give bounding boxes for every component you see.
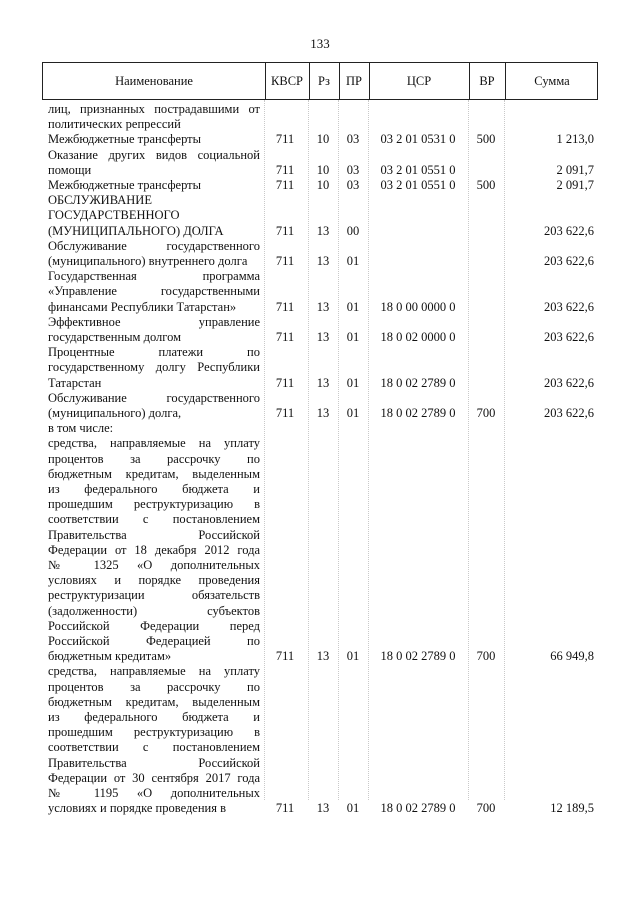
row-name-line: Межбюджетные трансферты: [48, 132, 202, 147]
row-name: [48, 193, 260, 239]
cell-sum: 1 213,0: [556, 132, 594, 147]
row-name-line: соответствии с постановлением: [48, 512, 260, 527]
row-name-line: Российской Федерацией по: [48, 634, 260, 649]
row-name-line: прошедшим реструктуризацию в: [48, 725, 260, 740]
row-name-line: бюджетным кредитам, выделенным: [48, 694, 260, 709]
row-name-line: ОБСЛУЖИВАНИЕ: [48, 193, 152, 208]
row-name-line: № 1325 «О дополнительных: [48, 558, 260, 573]
row-name-line: из федерального бюджета и: [48, 710, 260, 724]
row-name-line: (задолженности) субъектов: [48, 603, 260, 618]
cell-pr: 03: [346, 132, 360, 147]
cell-kvsr: 711: [275, 299, 295, 314]
row-name-line: Обслуживание государственного: [48, 390, 260, 405]
cell-csr: 18 0 02 2789 0: [380, 375, 456, 390]
cell-rz: 13: [316, 253, 330, 268]
cell-pr: 01: [346, 649, 360, 664]
row-name: [48, 148, 260, 178]
cell-csr: 18 0 02 2789 0: [380, 405, 456, 420]
row-name-line: Российской Федерации перед: [48, 618, 260, 633]
header-kvsr: КВСР: [271, 74, 303, 88]
row-name-line: Оказание других видов социальной: [48, 147, 260, 162]
row-name-line: ГОСУДАРСТВЕННОГО: [48, 208, 180, 223]
row-name-line: государственному долгу Республики: [48, 360, 260, 375]
row-name-line: Обслуживание государственного: [48, 238, 260, 253]
table-row: [0, 436, 640, 664]
table-row: [0, 239, 640, 269]
cell-sum: 203 622,6: [544, 253, 594, 268]
cell-csr: 03 2 01 0551 0: [380, 162, 456, 177]
table-header: [42, 62, 598, 100]
cell-vr: 700: [476, 405, 496, 420]
cell-kvsr: 711: [275, 405, 295, 420]
row-name: [48, 269, 260, 315]
row-name-line: (муниципального) внутреннего долга: [48, 254, 248, 268]
table-row: [0, 132, 640, 147]
row-name-line: средства, направляемые на уплату: [48, 436, 260, 451]
cell-kvsr: 711: [275, 162, 295, 177]
row-name-line: финансами Республики Татарстан»: [48, 299, 237, 314]
cell-pr: 03: [346, 178, 360, 192]
cell-kvsr: 711: [275, 329, 295, 344]
row-name-line: Процентные платежи по: [48, 345, 260, 360]
cell-rz: 13: [316, 375, 330, 390]
cell-rz: 10: [316, 132, 330, 147]
cell-sum: 66 949,8: [550, 649, 594, 664]
row-name-line: «Управление государственными: [48, 284, 260, 299]
cell-sum: 203 622,6: [544, 223, 594, 238]
header-pr: ПР: [346, 74, 362, 88]
cell-sum: 2 091,7: [556, 178, 594, 192]
cell-csr: 18 0 02 2789 0: [380, 649, 456, 664]
table-row: [0, 102, 640, 132]
table-row: [0, 193, 640, 239]
row-name: [48, 102, 260, 132]
row-name-line: соответствии с постановлением: [48, 740, 260, 755]
row-name-line: условиях и порядке проведения: [48, 573, 260, 588]
cell-pr: 01: [346, 299, 360, 314]
table-row: [0, 148, 640, 178]
cell-vr: 500: [476, 178, 496, 192]
row-name-line: государственным долгом: [48, 330, 182, 344]
row-name-line: Межбюджетные трансферты: [48, 178, 202, 192]
cell-sum: 203 622,6: [544, 375, 594, 390]
cell-csr: 03 2 01 0551 0: [380, 178, 456, 192]
table-row: [0, 664, 640, 816]
row-name-line: Федерации от 18 декабря 2012 года: [48, 542, 260, 557]
row-name-line: помощи: [48, 162, 92, 177]
table-row: [0, 345, 640, 391]
header-name: Наименование: [115, 74, 193, 88]
cell-rz: 13: [316, 329, 330, 344]
cell-kvsr: 711: [275, 649, 295, 664]
row-name-line: Татарстан: [48, 375, 102, 390]
cell-sum: 12 189,5: [550, 801, 594, 816]
cell-pr: 00: [346, 223, 360, 238]
cell-rz: 10: [316, 162, 330, 177]
cell-sum: 2 091,7: [556, 162, 594, 177]
cell-vr: 500: [476, 132, 496, 147]
row-name-line: реструктуризации обязательств: [48, 588, 260, 603]
row-name: [48, 345, 260, 391]
cell-sum: 203 622,6: [544, 329, 594, 344]
cell-pr: 01: [346, 375, 360, 390]
row-name: [48, 436, 260, 664]
row-name-line: Правительства Российской: [48, 527, 260, 542]
row-name-line: средства, направляемые на уплату: [48, 664, 260, 679]
cell-csr: 03 2 01 0531 0: [380, 132, 456, 147]
table-row: [0, 315, 640, 345]
row-name-line: условиях и порядке проведения в: [48, 801, 227, 816]
row-name-line: политических репрессий: [48, 117, 181, 132]
page-number: 133: [310, 36, 330, 51]
row-name: [48, 421, 260, 436]
cell-rz: 10: [316, 178, 330, 192]
cell-vr: 700: [476, 649, 496, 664]
cell-vr: 700: [476, 801, 496, 816]
row-name: [48, 132, 260, 147]
row-name-line: Федерации от 30 сентября 2017 года: [48, 770, 260, 785]
cell-kvsr: 711: [275, 132, 295, 147]
cell-pr: 01: [346, 329, 360, 344]
row-name-line: в том числе:: [48, 421, 114, 436]
header-csr: ЦСР: [406, 74, 432, 88]
row-name-line: (муниципального) долга,: [48, 406, 182, 420]
cell-sum: 203 622,6: [544, 299, 594, 314]
cell-csr: 18 0 02 0000 0: [380, 329, 456, 344]
row-name-line: Правительства Российской: [48, 755, 260, 770]
header-vr: ВР: [479, 74, 495, 88]
table-row: [0, 421, 640, 436]
row-name-line: лиц, признанных пострадавшими от: [48, 102, 260, 116]
row-name-line: прошедшим реструктуризацию в: [48, 497, 260, 512]
cell-kvsr: 711: [275, 223, 295, 238]
table-row: [0, 269, 640, 315]
row-name: [48, 239, 260, 269]
row-name-line: (МУНИЦИПАЛЬНОГО) ДОЛГА: [48, 223, 224, 238]
row-name-line: процентов за рассрочку по: [48, 451, 260, 466]
row-name: [48, 315, 260, 345]
cell-pr: 03: [346, 162, 360, 177]
row-name-line: Государственная программа: [48, 269, 260, 284]
cell-kvsr: 711: [275, 801, 295, 816]
cell-rz: 13: [316, 649, 330, 664]
table-row: [0, 178, 640, 193]
cell-csr: 18 0 02 2789 0: [380, 801, 456, 816]
header-rz: Рз: [318, 74, 330, 88]
cell-rz: 13: [316, 801, 330, 816]
cell-sum: 203 622,6: [544, 405, 594, 420]
cell-pr: 01: [346, 405, 360, 420]
row-name: [48, 391, 260, 421]
row-name: [48, 178, 260, 193]
cell-kvsr: 711: [275, 253, 295, 268]
row-name-line: бюджетным кредитам, выделенным: [48, 466, 260, 481]
row-name-line: Эффективное управление: [48, 314, 260, 329]
cell-kvsr: 711: [275, 375, 295, 390]
row-name-line: процентов за рассрочку по: [48, 679, 260, 694]
table-row: [0, 391, 640, 421]
row-name-line: из федерального бюджета и: [48, 482, 260, 496]
row-name-line: бюджетным кредитам»: [48, 649, 172, 664]
cell-csr: 18 0 00 0000 0: [380, 299, 456, 314]
cell-pr: 01: [346, 253, 360, 268]
cell-pr: 01: [346, 801, 360, 816]
row-name: [48, 664, 260, 816]
cell-rz: 13: [316, 223, 330, 238]
row-name-line: № 1195 «О дополнительных: [48, 786, 260, 801]
cell-kvsr: 711: [275, 178, 295, 192]
header-sum: Сумма: [534, 74, 570, 88]
cell-rz: 13: [316, 405, 330, 420]
cell-rz: 13: [316, 299, 330, 314]
